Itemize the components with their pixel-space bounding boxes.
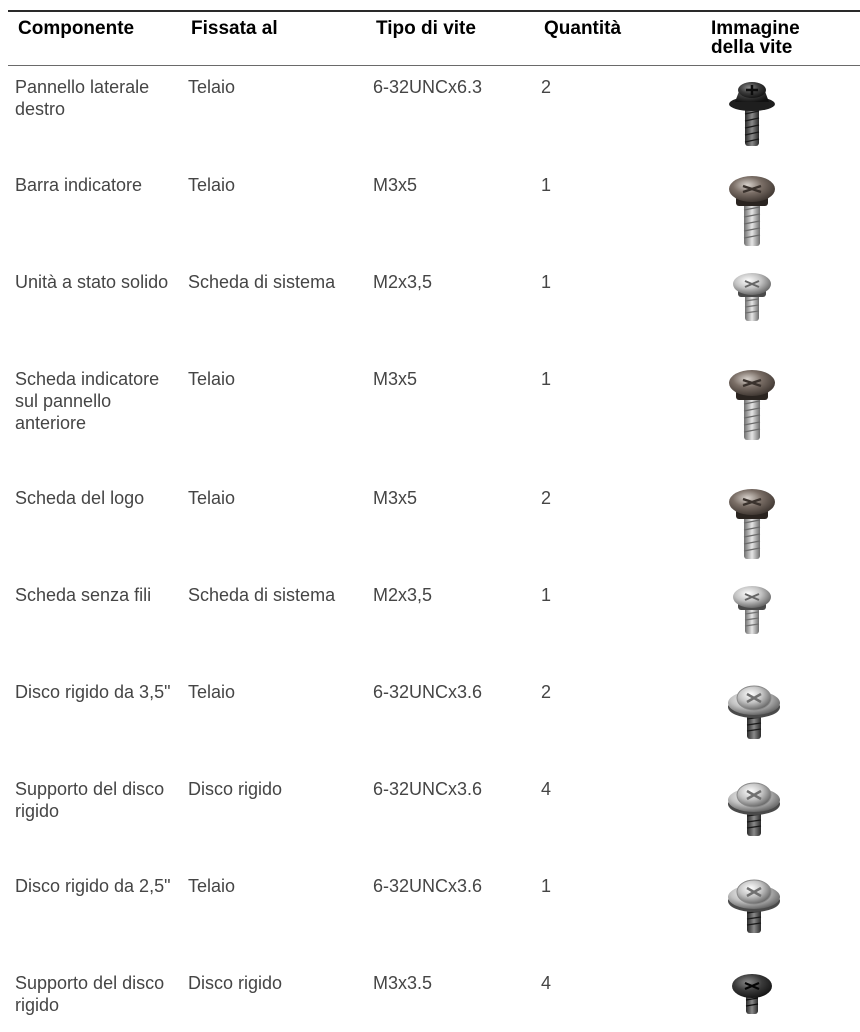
header-screw-image: Immagine della vite xyxy=(701,11,860,66)
cell-screw-image xyxy=(701,358,860,477)
cell-quantity: 1 xyxy=(541,875,552,896)
cell-screw-type: 6-32UNCx3.6 xyxy=(373,875,483,896)
dark-phillips-screw-icon xyxy=(727,487,777,565)
dark-phillips-screw-icon xyxy=(727,368,777,446)
cell-component: Scheda indicatore sul pannello anteriore xyxy=(15,368,160,433)
dark-phillips-screw-icon xyxy=(727,174,777,252)
black-hex-washer-screw-icon xyxy=(727,76,777,152)
cell-quantity: 4 xyxy=(541,778,552,799)
cell-attached-to: Scheda di sistema xyxy=(188,584,336,605)
cell-quantity: 2 xyxy=(541,77,552,97)
cell-quantity: 1 xyxy=(541,368,552,389)
cell-component: Disco rigido da 2,5" xyxy=(15,875,171,896)
cell-quantity: 1 xyxy=(541,584,552,605)
cell-screw-type: 6-32UNCx3.6 xyxy=(373,681,483,702)
cell-screw-image xyxy=(701,477,860,574)
cell-component: Scheda senza fili xyxy=(15,584,152,605)
table-row xyxy=(8,574,860,671)
cell-attached-to: Telaio xyxy=(188,875,236,896)
cell-screw-type: M2x3,5 xyxy=(373,271,433,292)
small-silver-phillips-screw-icon xyxy=(727,271,777,327)
table-row xyxy=(8,164,860,261)
table-row xyxy=(8,962,860,1032)
header-attached-to: Fissata al xyxy=(181,11,366,66)
cell-screw-type: M3x5 xyxy=(373,174,418,195)
table-row xyxy=(8,768,860,865)
cell-screw-type: M2x3,5 xyxy=(373,584,433,605)
cell-screw-image xyxy=(701,66,860,164)
cell-quantity: 1 xyxy=(541,271,552,292)
cell-quantity: 1 xyxy=(541,174,552,195)
cell-quantity: 2 xyxy=(541,487,552,508)
cell-screw-image xyxy=(701,261,860,358)
cell-quantity: 2 xyxy=(541,681,552,702)
cell-attached-to: Telaio xyxy=(188,487,236,508)
silver-washer-phillips-screw-icon xyxy=(727,778,781,840)
cell-attached-to: Telaio xyxy=(188,77,236,97)
table-row xyxy=(8,358,860,477)
silver-washer-phillips-screw-icon xyxy=(727,875,781,937)
cell-component: Pannello laterale destro xyxy=(15,77,150,119)
cell-screw-image xyxy=(701,962,860,1032)
header-quantity: Quantità xyxy=(534,11,701,66)
cell-component: Supporto del disco rigido xyxy=(15,972,165,1015)
cell-quantity: 4 xyxy=(541,972,552,993)
cell-screw-image xyxy=(701,164,860,261)
cell-screw-image xyxy=(701,865,860,962)
black-flat-head-screw-icon xyxy=(727,972,777,1018)
cell-screw-image xyxy=(701,671,860,768)
cell-attached-to: Disco rigido xyxy=(188,778,283,799)
cell-attached-to: Scheda di sistema xyxy=(188,271,336,292)
cell-component: Supporto del disco rigido xyxy=(15,778,165,821)
cell-attached-to: Telaio xyxy=(188,681,236,702)
cell-attached-to: Telaio xyxy=(188,368,236,389)
table-row xyxy=(8,66,860,164)
cell-component: Disco rigido da 3,5" xyxy=(15,681,171,702)
cell-component: Scheda del logo xyxy=(15,487,145,508)
cell-screw-type: 6-32UNCx3.6 xyxy=(373,778,483,799)
cell-attached-to: Telaio xyxy=(188,174,236,195)
table-header-row xyxy=(8,11,860,66)
cell-screw-type: M3x3.5 xyxy=(373,972,433,993)
cell-screw-type: M3x5 xyxy=(373,368,418,389)
cell-screw-type: M3x5 xyxy=(373,487,418,508)
silver-washer-phillips-screw-icon xyxy=(727,681,781,743)
cell-component: Barra indicatore xyxy=(15,174,143,195)
screw-list-table xyxy=(8,10,860,1032)
cell-component: Unità a stato solido xyxy=(15,271,169,292)
cell-screw-image xyxy=(701,574,860,671)
table-row xyxy=(8,477,860,574)
small-silver-phillips-screw-icon xyxy=(727,584,777,640)
cell-attached-to: Disco rigido xyxy=(188,972,283,993)
header-screw-type: Tipo di vite xyxy=(366,11,534,66)
table-row xyxy=(8,671,860,768)
cell-screw-type: 6-32UNCx6.3 xyxy=(373,77,483,97)
table-row xyxy=(8,865,860,962)
cell-screw-image xyxy=(701,768,860,865)
header-component: Componente xyxy=(8,11,181,66)
screw-list-page xyxy=(8,10,860,1032)
table-row xyxy=(8,261,860,358)
